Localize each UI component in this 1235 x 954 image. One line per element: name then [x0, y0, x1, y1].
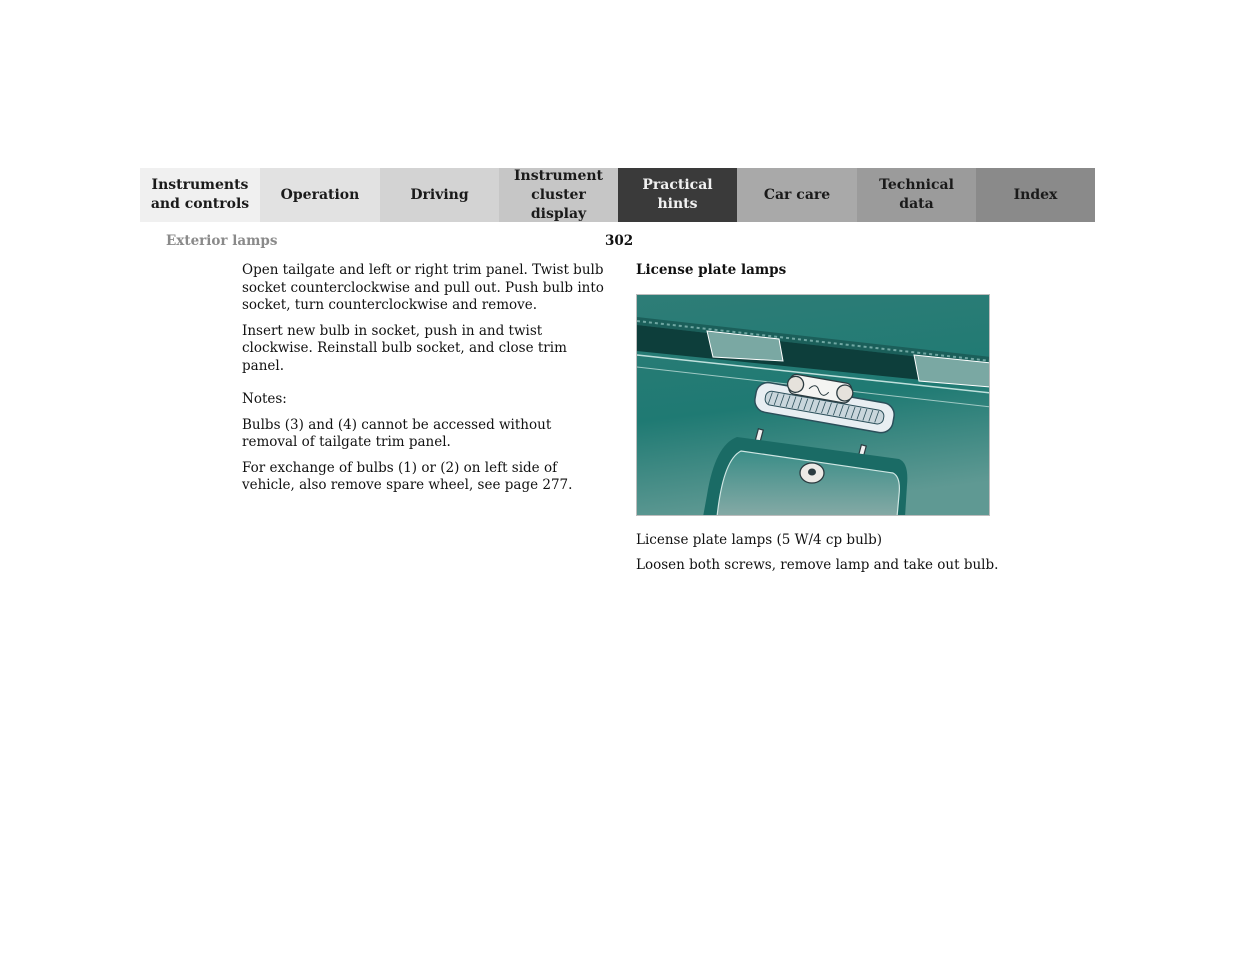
page-number: 302: [605, 233, 634, 249]
instruction-paragraph-remove: Open tailgate and left or right trim panel. Twist bulb socket counterclockwise and pull out. Push bulb into socket, turn counterclockwise and remove.: [242, 262, 604, 313]
instructions-column: [242, 262, 604, 503]
note-bulbs-3-4: Bulbs (3) and (4) cannot be accessed without removal of tailgate trim panel.: [242, 416, 552, 450]
tab-car-care[interactable]: Car care: [737, 168, 857, 222]
instruction-paragraph-install: Insert new bulb in socket, push in and twist clockwise. Reinstall bulb socket, and close trim panel.: [242, 322, 567, 374]
removal-instruction: Loosen both screws, remove lamp and take out bulb.: [636, 557, 999, 573]
tab-practical-hints[interactable]: Practical hints: [618, 168, 737, 222]
tab-instrument-cluster-display[interactable]: Instrument cluster display: [499, 168, 618, 222]
tab-driving[interactable]: Driving: [380, 168, 499, 222]
notes-label: Notes:: [242, 391, 287, 407]
tab-index[interactable]: Index: [976, 168, 1095, 222]
license-plate-lamps-heading: License plate lamps: [636, 262, 787, 278]
illustration-caption: License plate lamps (5 W/4 cp bulb): [636, 532, 882, 548]
illustration-drawing: [637, 295, 990, 516]
note-bulbs-1-2: For exchange of bulbs (1) or (2) on left side of vehicle, also remove spare wheel, see page 277.: [242, 459, 573, 493]
chapter-navigation: [140, 168, 1095, 222]
tab-technical-data[interactable]: Technical data: [857, 168, 976, 222]
tab-operation[interactable]: Operation: [260, 168, 380, 222]
license-plate-lamp-illustration: [636, 294, 990, 516]
tab-instruments-and-controls[interactable]: Instruments and controls: [140, 168, 260, 222]
section-title: Exterior lamps: [166, 233, 278, 249]
